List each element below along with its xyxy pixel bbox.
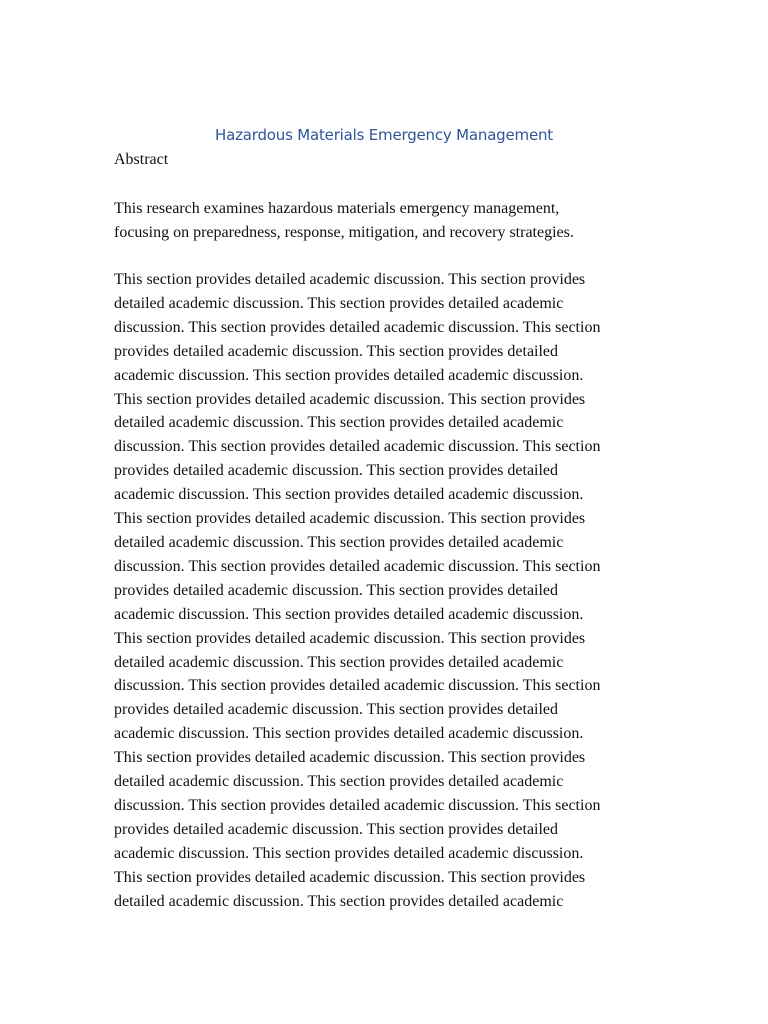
paragraph-line: provides detailed academic discussion. This section provides detailed	[114, 820, 559, 838]
paragraph-line: This section provides detailed academic discussion. This section provides	[114, 390, 586, 408]
paragraph-line: provides detailed academic discussion. This section provides detailed	[114, 581, 559, 599]
paragraph-line: This section provides detailed academic discussion. This section provides	[114, 271, 586, 288]
paragraph-line: focusing on preparedness, response, mitigation, and recovery strategies.	[114, 223, 574, 241]
paragraph-line: discussion. This section provides detailed academic discussion. This section	[114, 438, 601, 456]
abstract-paragraph	[114, 197, 660, 245]
paragraph-line: detailed academic discussion. This section provides detailed academic	[114, 773, 564, 791]
paragraph-line: detailed academic discussion. This section provides detailed academic	[114, 414, 564, 432]
paragraph-line: This section provides detailed academic discussion. This section provides	[114, 749, 586, 767]
paragraph-line: detailed academic discussion. This section provides detailed academic	[114, 294, 564, 312]
paragraph-line: This section provides detailed academic discussion. This section provides	[114, 629, 586, 647]
paragraph-line: discussion. This section provides detailed academic discussion. This section	[114, 677, 601, 695]
paragraph-line: This section provides detailed academic discussion. This section provides	[114, 510, 586, 528]
paragraph-line: academic discussion. This section provides detailed academic discussion.	[114, 486, 584, 504]
paragraph-line: detailed academic discussion. This section provides detailed academic	[114, 653, 564, 671]
paragraph-line: This research examines hazardous materials emergency management,	[114, 200, 560, 217]
paragraph-line: detailed academic discussion. This section provides detailed academic	[114, 892, 564, 910]
paragraph-line: academic discussion. This section provides detailed academic discussion.	[114, 844, 584, 862]
document-title: Hazardous Materials Emergency Management	[215, 126, 553, 144]
paragraph-line: discussion. This section provides detailed academic discussion. This section	[114, 796, 601, 814]
paragraph-line: provides detailed academic discussion. This section provides detailed	[114, 701, 559, 719]
body-paragraph	[114, 268, 660, 913]
abstract-heading: Abstract	[114, 151, 169, 168]
paragraph-line: academic discussion. This section provides detailed academic discussion.	[114, 366, 584, 384]
paragraph-line: provides detailed academic discussion. This section provides detailed	[114, 462, 559, 480]
paragraph-line: This section provides detailed academic discussion. This section provides	[114, 868, 586, 886]
paragraph-line: academic discussion. This section provides detailed academic discussion.	[114, 725, 584, 743]
paragraph-line: discussion. This section provides detailed academic discussion. This section	[114, 318, 601, 336]
paragraph-line: provides detailed academic discussion. This section provides detailed	[114, 342, 559, 360]
paragraph-line: discussion. This section provides detailed academic discussion. This section	[114, 557, 601, 575]
paragraph-line: detailed academic discussion. This section provides detailed academic	[114, 533, 564, 551]
paragraph-line: academic discussion. This section provides detailed academic discussion.	[114, 605, 584, 623]
